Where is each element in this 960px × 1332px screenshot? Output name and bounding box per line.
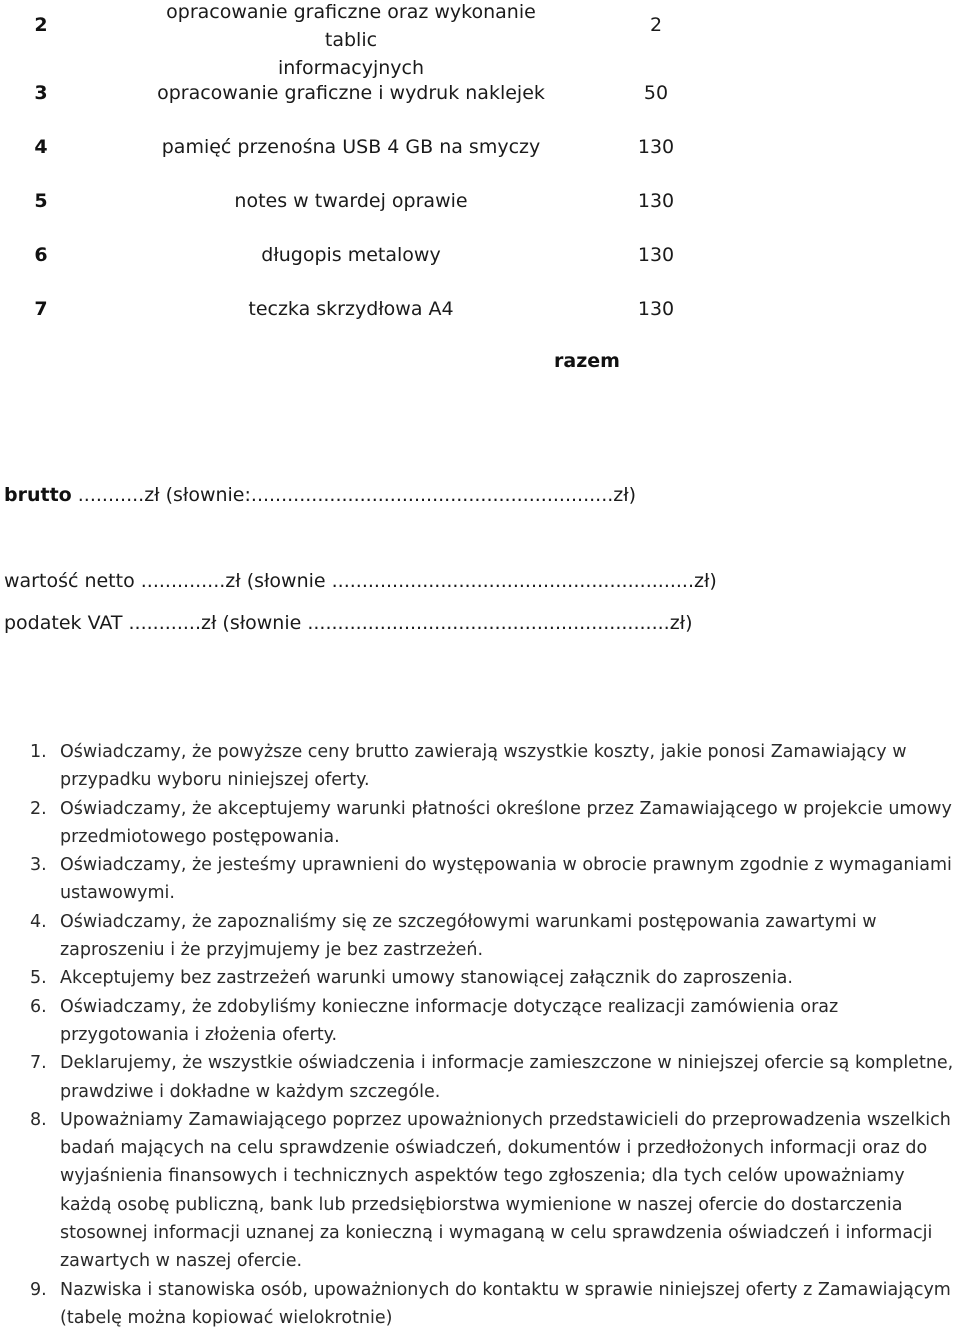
statement-number: 6. bbox=[30, 996, 47, 1017]
statement-text: Oświadczamy, że akceptujemy warunki płatności określone przez Zamawiającego w projekcie umowy przedmiotowego postępowania. bbox=[60, 798, 952, 847]
brutto-label: brutto bbox=[4, 484, 72, 506]
row-quantity: 130 bbox=[637, 244, 675, 266]
row-description: pamięć przenośna USB 4 GB na smyczy bbox=[161, 136, 541, 158]
statement-text: Deklarujemy, że wszystkie oświadczenia i informacje zamieszczone w niniejszej ofercie są kompletne, prawdziwe i dokładne w każdym szczególe. bbox=[60, 1053, 954, 1102]
row-number: 5 bbox=[34, 190, 48, 212]
row-quantity: 130 bbox=[637, 190, 675, 212]
statement-number: 8. bbox=[30, 1109, 47, 1130]
row-number: 6 bbox=[34, 244, 48, 266]
statement-text: Nazwiska i stanowiska osób, upoważnionych do kontaktu w sprawie niniejszej oferty z Zamawiającym (tabelę można kopiować wielokrotnie) bbox=[60, 1279, 951, 1328]
statement-number: 1. bbox=[30, 742, 47, 762]
statement-text: Oświadczamy, że zdobyliśmy konieczne informacje dotyczące realizacji zamówienia oraz przygotowania i złożenia oferty. bbox=[60, 996, 839, 1045]
vat-line: podatek VAT ............zł (słownie ............................................................zł) bbox=[4, 612, 693, 634]
row-quantity: 130 bbox=[637, 136, 675, 158]
row-description-line: informacyjnych bbox=[277, 57, 424, 79]
statement-item bbox=[0, 738, 960, 795]
brutto-line bbox=[4, 484, 636, 506]
statement-item bbox=[0, 964, 960, 992]
row-number: 3 bbox=[34, 82, 48, 104]
netto-line: wartość netto ..............zł (słownie ............................................................zł) bbox=[4, 570, 717, 592]
statement-item bbox=[0, 851, 960, 908]
row-quantity: 130 bbox=[637, 298, 675, 320]
row-description bbox=[140, 0, 562, 82]
statement-number: 9. bbox=[30, 1279, 47, 1300]
row-description: notes w twardej oprawie bbox=[234, 190, 468, 212]
statement-number: 2. bbox=[30, 798, 47, 819]
brutto-text: ...........zł (słownie:............................................................zł) bbox=[77, 484, 637, 506]
statement-number: 4. bbox=[30, 911, 47, 932]
statement-item bbox=[0, 1276, 960, 1332]
row-description-line: opracowanie graficzne oraz wykonanie tablic bbox=[166, 1, 536, 51]
row-number: 2 bbox=[34, 14, 48, 36]
row-number: 4 bbox=[34, 136, 48, 158]
row-description: teczka skrzydłowa A4 bbox=[248, 298, 454, 320]
statement-text: Upoważniamy Zamawiającego poprzez upoważnionych przedstawicieli do przeprowadzenia wszelkich badań mających na celu sprawdzenie oświadczeń, dokumentów i przedłożonych informacji oraz do wyjaśnienia finansowych i technicznych aspektów tego zgłoszenia; dla tych celów upoważniamy każdą osobę publiczną, bank lub przedsiębiorstwa wymienione w naszej ofercie do dostarczenia stosownej informacji uznanej za konieczną i wymaganą w celu sprawdzenia oświadczeń i informacji zawartych w naszej ofercie. bbox=[60, 1109, 951, 1272]
row-quantity: 50 bbox=[643, 82, 669, 104]
statement-text: Akceptujemy bez zastrzeżeń warunki umowy stanowiącej załącznik do zaproszenia. bbox=[60, 968, 793, 989]
statement-item bbox=[0, 1049, 960, 1106]
statement-text: Oświadczamy, że powyższe ceny brutto zawierają wszystkie koszty, jakie ponosi Zamawiający w przypadku wyboru niniejszej oferty. bbox=[60, 742, 907, 791]
row-description: opracowanie graficzne i wydruk naklejek bbox=[157, 82, 545, 104]
statement-item bbox=[0, 908, 960, 965]
statement-number: 5. bbox=[30, 968, 47, 989]
statement-item bbox=[0, 1106, 960, 1276]
statements-list bbox=[0, 738, 960, 1332]
row-number: 7 bbox=[34, 298, 48, 320]
statement-text: Oświadczamy, że jesteśmy uprawnieni do występowania w obrocie prawnym zgodnie z wymaganiami ustawowymi. bbox=[60, 855, 952, 904]
statement-number: 3. bbox=[30, 855, 47, 876]
statement-number: 7. bbox=[30, 1053, 47, 1074]
total-label: razem bbox=[554, 350, 620, 372]
row-description: długopis metalowy bbox=[261, 244, 441, 266]
statement-text: Oświadczamy, że zapoznaliśmy się ze szczegółowymi warunkami postępowania zawartymi w zaproszeniu i że przyjmujemy je bez zastrzeżeń. bbox=[60, 911, 877, 961]
statement-item bbox=[0, 795, 960, 852]
row-quantity: 2 bbox=[649, 14, 663, 36]
statement-item bbox=[0, 993, 960, 1050]
